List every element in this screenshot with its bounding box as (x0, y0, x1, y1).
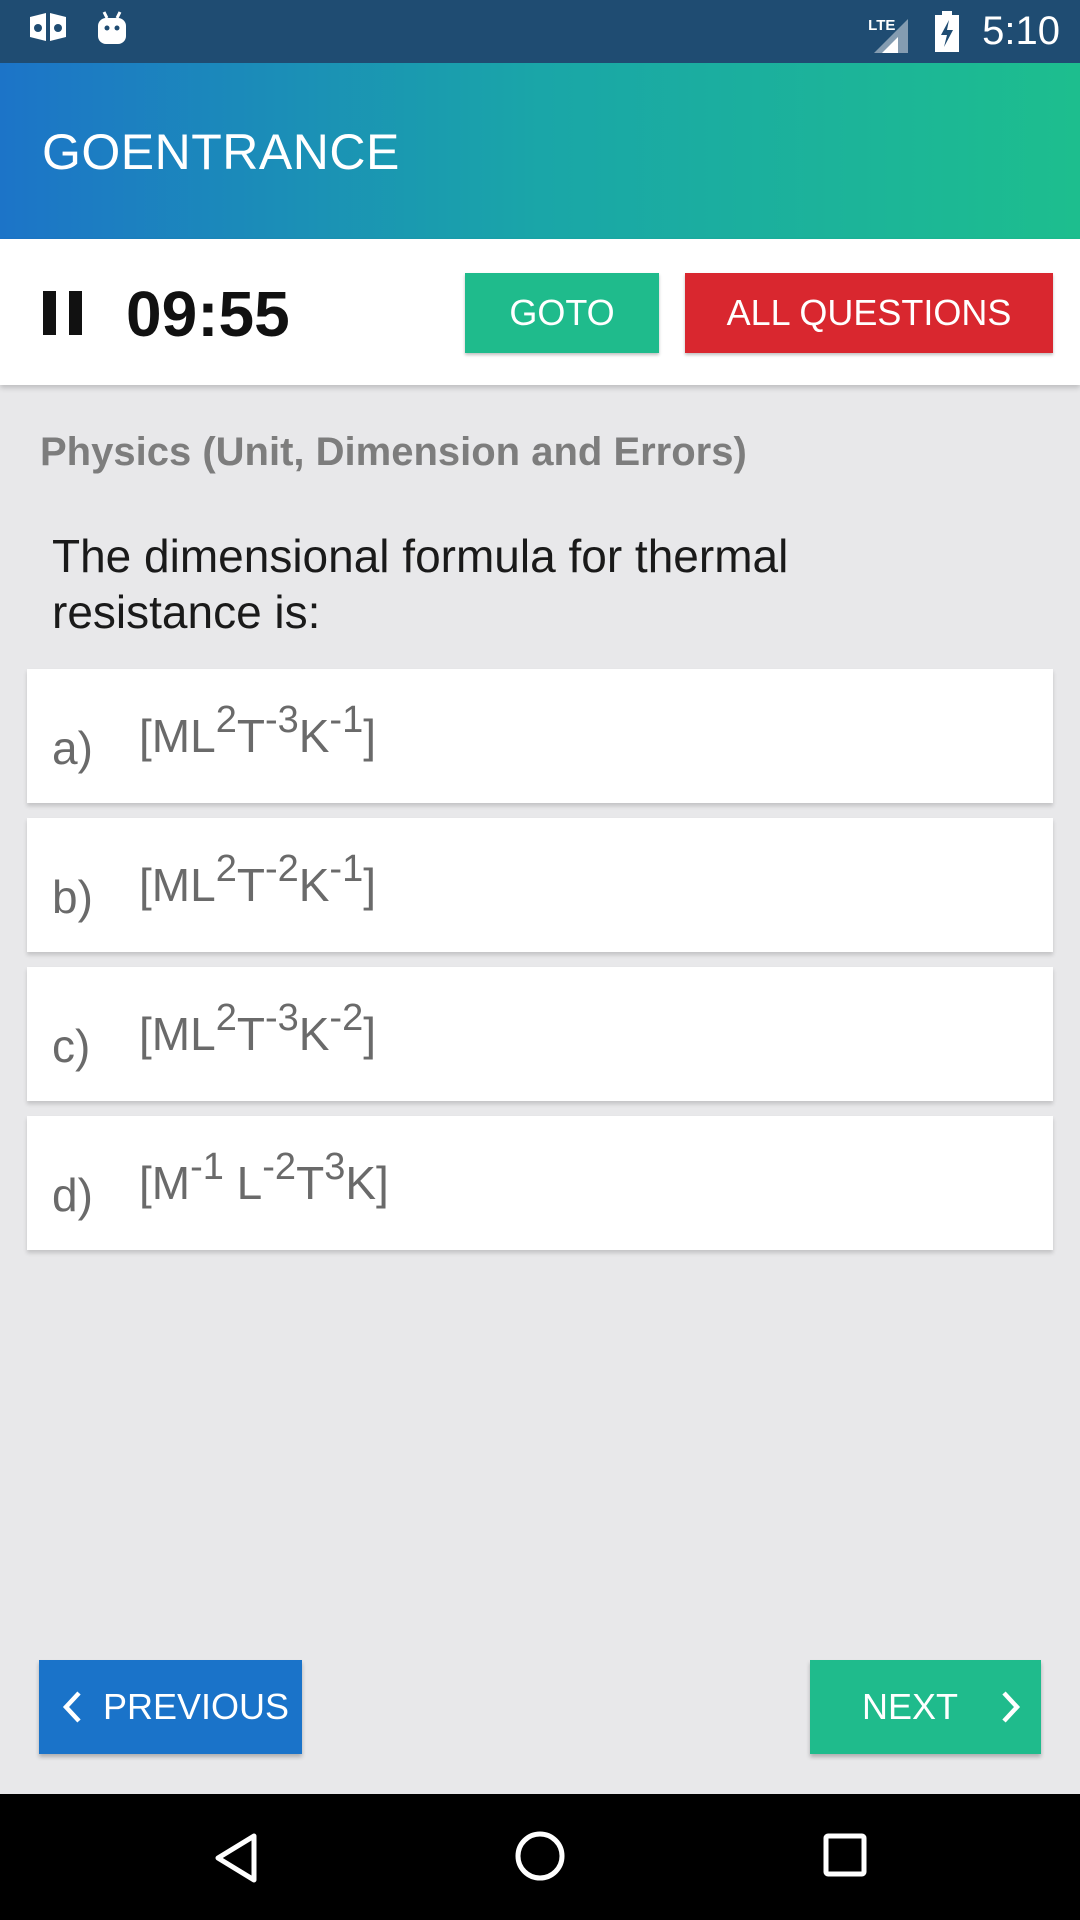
question-text: The dimensional formula for thermal resistance is: (52, 530, 789, 638)
previous-button[interactable] (39, 1660, 302, 1754)
app-notification-icon (28, 11, 68, 45)
option-text: [$M^{-1}$ $L^{-2}T^3K$] (139, 1146, 389, 1209)
timer: 09:55 (126, 278, 290, 350)
option-d[interactable] (27, 1116, 1053, 1250)
battery-charging-icon (934, 11, 960, 53)
signal-icon (868, 9, 912, 55)
back-icon[interactable] (212, 1832, 260, 1884)
option-text: $[ML^2T^{-3}K^{-2}]$ (139, 997, 376, 1060)
goto-button[interactable]: GOTO (465, 273, 659, 353)
option-letter: d) (52, 1169, 93, 1221)
option-letter: a) (52, 722, 93, 774)
network-label: LTE (868, 16, 896, 34)
pause-icon[interactable] (43, 291, 83, 335)
option-c[interactable] (27, 967, 1053, 1101)
all-questions-button[interactable]: ALL QUESTIONS (685, 273, 1053, 353)
chevron-left-icon (61, 1690, 83, 1724)
option-letter: b) (52, 871, 93, 923)
chevron-right-icon (1000, 1690, 1022, 1724)
status-time: 5:10 (982, 9, 1060, 53)
next-button[interactable] (810, 1660, 1041, 1754)
quiz-control-bar (0, 239, 1080, 385)
question-subject: Physics (Unit, Dimension and Errors) (40, 430, 747, 474)
next-label: NEXT (862, 1686, 959, 1727)
option-text: $[ML^2T^{-2}K^{-1}]$ (139, 848, 376, 911)
home-icon[interactable] (514, 1830, 566, 1882)
app-title: GOENTRANCE (42, 124, 400, 180)
system-navigation-bar (0, 1794, 1080, 1920)
previous-label: PREVIOUS (103, 1686, 290, 1727)
option-a[interactable] (27, 669, 1053, 803)
option-letter: c) (52, 1020, 91, 1072)
option-b[interactable] (27, 818, 1053, 952)
recents-icon[interactable] (822, 1832, 868, 1878)
status-bar (0, 0, 1080, 63)
android-icon (96, 10, 128, 46)
app-bar (0, 63, 1080, 239)
option-text: $[ML^2T^{-3}K^{-1}]$ (139, 699, 376, 762)
